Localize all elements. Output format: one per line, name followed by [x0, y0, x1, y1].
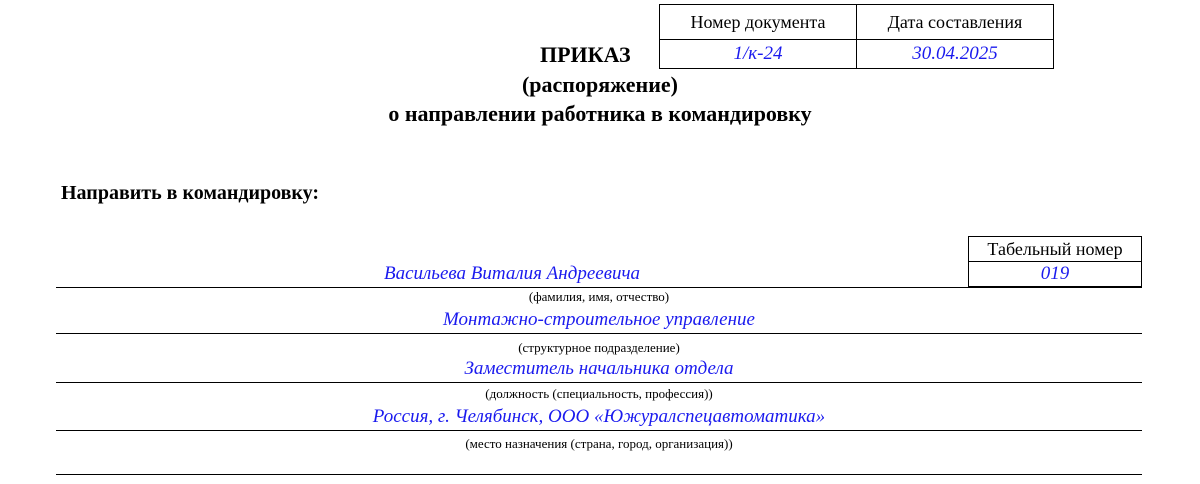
document-number-header: Номер документа [660, 5, 857, 40]
employee-name-caption: (фамилия, имя, отчество) [528, 289, 670, 304]
document-number-value[interactable]: 1/к-24 [660, 40, 857, 69]
document-date-header: Дата составления [857, 5, 1054, 40]
position-caption: (должность (специальность, профессия)) [485, 386, 713, 401]
employee-name-value[interactable]: Васильева Виталия Андреевича [383, 263, 641, 284]
document-number-date-table [659, 4, 1054, 69]
document-date-value[interactable]: 30.04.2025 [857, 40, 1054, 69]
department-caption: (структурное подразделение) [518, 340, 680, 355]
tab-number-value[interactable]: 019 [969, 262, 1142, 287]
employee-name-line [56, 287, 1142, 288]
blank-line [56, 474, 1142, 475]
destination-line [56, 430, 1142, 431]
document-title: ПРИКАЗ [540, 42, 631, 67]
document-subject: о направлении работника в командировку [388, 101, 812, 126]
tab-number-header: Табельный номер [969, 237, 1142, 262]
department-line [56, 333, 1142, 334]
document-subtitle: (распоряжение) [521, 72, 678, 97]
position-value[interactable]: Заместитель начальника отдела [464, 358, 734, 379]
tab-number-table [968, 236, 1142, 287]
department-value[interactable]: Монтажно-строительное управление [443, 309, 755, 330]
destination-caption: (место назначения (страна, город, организация)) [465, 436, 733, 451]
section-heading: Направить в командировку: [61, 182, 320, 204]
position-line [56, 382, 1142, 383]
destination-value[interactable]: Россия, г. Челябинск, ООО «Южуралспецавтоматика» [372, 406, 826, 427]
